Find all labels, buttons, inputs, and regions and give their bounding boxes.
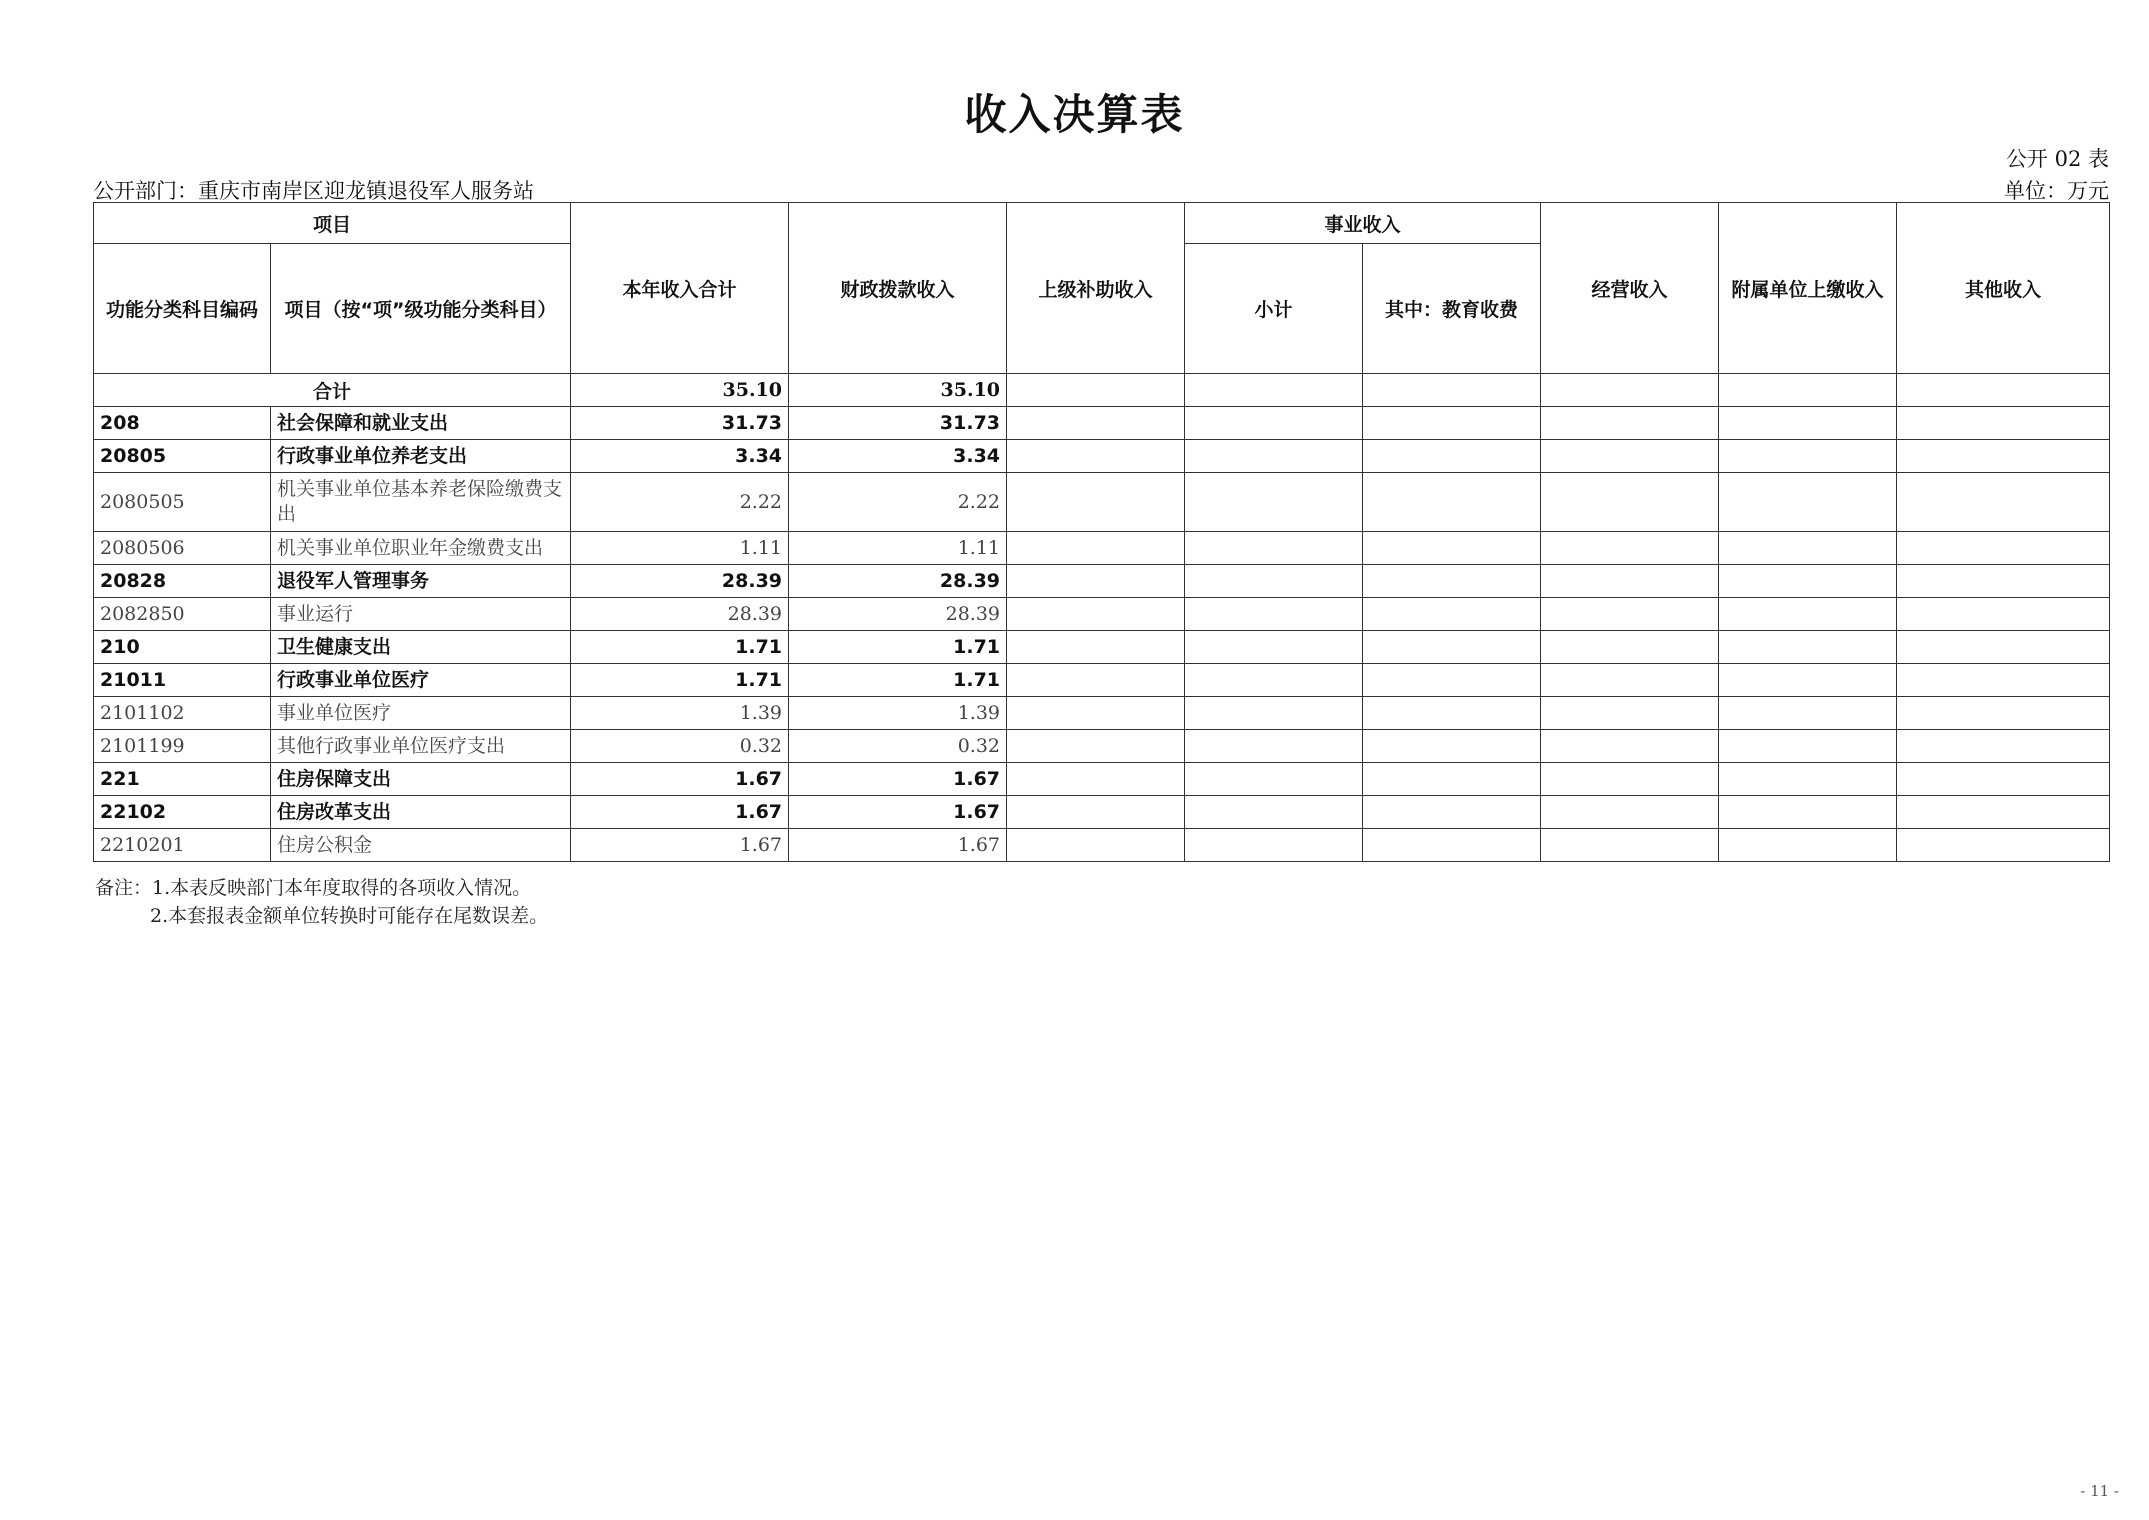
header-business: 事业收入 <box>1185 203 1541 244</box>
row-code: 2082850 <box>94 598 271 631</box>
header-operating: 经营收入 <box>1541 203 1719 374</box>
row-total: 1.11 <box>571 532 789 565</box>
row-code: 2101102 <box>94 697 271 730</box>
total-label: 合计 <box>94 374 571 407</box>
row-code: 221 <box>94 763 271 796</box>
row-name: 其他行政事业单位医疗支出 <box>271 730 571 763</box>
row-total: 1.71 <box>571 664 789 697</box>
row-name: 机关事业单位基本养老保险缴费支出 <box>271 473 571 532</box>
header-education: 其中：教育收费 <box>1363 244 1541 374</box>
row-name: 事业单位医疗 <box>271 697 571 730</box>
row-total: 28.39 <box>571 598 789 631</box>
page-title: 收入决算表 <box>964 90 1185 139</box>
header-subtotal: 小计 <box>1185 244 1363 374</box>
total-amount: 35.10 <box>571 374 789 407</box>
row-name: 退役军人管理事务 <box>271 565 571 598</box>
row-total: 1.67 <box>571 829 789 862</box>
row-fiscal: 1.11 <box>789 532 1007 565</box>
table-row <box>94 440 2110 473</box>
row-code: 208 <box>94 407 271 440</box>
row-total: 2.22 <box>571 473 789 532</box>
table-row <box>94 697 2110 730</box>
header-item: 项目 <box>94 203 571 244</box>
note-line-2: 2.本套报表金额单位转换时可能存在尾数误差。 <box>150 905 549 927</box>
row-fiscal: 31.73 <box>789 407 1007 440</box>
row-name: 机关事业单位职业年金缴费支出 <box>271 532 571 565</box>
total-row <box>94 374 2110 407</box>
header-fiscal: 财政拨款收入 <box>789 203 1007 374</box>
row-total: 1.67 <box>571 763 789 796</box>
row-total: 1.67 <box>571 796 789 829</box>
row-name: 住房改革支出 <box>271 796 571 829</box>
row-fiscal: 28.39 <box>789 598 1007 631</box>
header-affiliated: 附属单位上缴收入 <box>1719 203 1897 374</box>
row-name: 住房保障支出 <box>271 763 571 796</box>
row-fiscal: 1.71 <box>789 664 1007 697</box>
row-code: 210 <box>94 631 271 664</box>
notes <box>95 874 548 930</box>
table-row <box>94 829 2110 862</box>
row-code: 22102 <box>94 796 271 829</box>
row-name: 行政事业单位养老支出 <box>271 440 571 473</box>
table-row <box>94 598 2110 631</box>
row-fiscal: 1.39 <box>789 697 1007 730</box>
row-code: 20805 <box>94 440 271 473</box>
row-fiscal: 1.71 <box>789 631 1007 664</box>
table-body <box>94 203 2110 862</box>
row-fiscal: 0.32 <box>789 730 1007 763</box>
row-total: 3.34 <box>571 440 789 473</box>
row-code: 20828 <box>94 565 271 598</box>
table-row <box>94 565 2110 598</box>
row-fiscal: 3.34 <box>789 440 1007 473</box>
row-fiscal: 1.67 <box>789 796 1007 829</box>
row-total: 28.39 <box>571 565 789 598</box>
row-code: 2210201 <box>94 829 271 862</box>
note-line-1: 备注：1.本表反映部门本年度取得的各项收入情况。 <box>95 877 532 899</box>
row-fiscal: 28.39 <box>789 565 1007 598</box>
income-table <box>93 202 2110 862</box>
row-name: 社会保障和就业支出 <box>271 407 571 440</box>
row-code: 2080506 <box>94 532 271 565</box>
table-row <box>94 664 2110 697</box>
row-total: 0.32 <box>571 730 789 763</box>
row-name: 行政事业单位医疗 <box>271 664 571 697</box>
header-superior: 上级补助收入 <box>1007 203 1185 374</box>
header-code: 功能分类科目编码 <box>94 244 271 374</box>
department-label: 公开部门：重庆市南岸区迎龙镇退役军人服务站 <box>93 179 534 203</box>
table-row <box>94 532 2110 565</box>
row-code: 21011 <box>94 664 271 697</box>
header-total: 本年收入合计 <box>571 203 789 374</box>
row-fiscal: 1.67 <box>789 829 1007 862</box>
table-row <box>94 631 2110 664</box>
table-row <box>94 796 2110 829</box>
header-item-name: 项目（按“项”级功能分类科目） <box>271 244 571 374</box>
row-total: 31.73 <box>571 407 789 440</box>
header-other: 其他收入 <box>1897 203 2110 374</box>
row-fiscal: 2.22 <box>789 473 1007 532</box>
row-fiscal: 1.67 <box>789 763 1007 796</box>
row-total: 1.71 <box>571 631 789 664</box>
form-number: 公开 02 表 <box>2005 147 2109 171</box>
total-fiscal: 35.10 <box>789 374 1007 407</box>
page-number: - 11 - <box>2080 1482 2119 1500</box>
row-code: 2101199 <box>94 730 271 763</box>
row-name: 事业运行 <box>271 598 571 631</box>
row-name: 住房公积金 <box>271 829 571 862</box>
row-name: 卫生健康支出 <box>271 631 571 664</box>
table-row <box>94 407 2110 440</box>
row-total: 1.39 <box>571 697 789 730</box>
unit-label: 单位：万元 <box>2004 179 2109 203</box>
table-row <box>94 473 2110 532</box>
row-code: 2080505 <box>94 473 271 532</box>
table-row <box>94 730 2110 763</box>
table-row <box>94 763 2110 796</box>
